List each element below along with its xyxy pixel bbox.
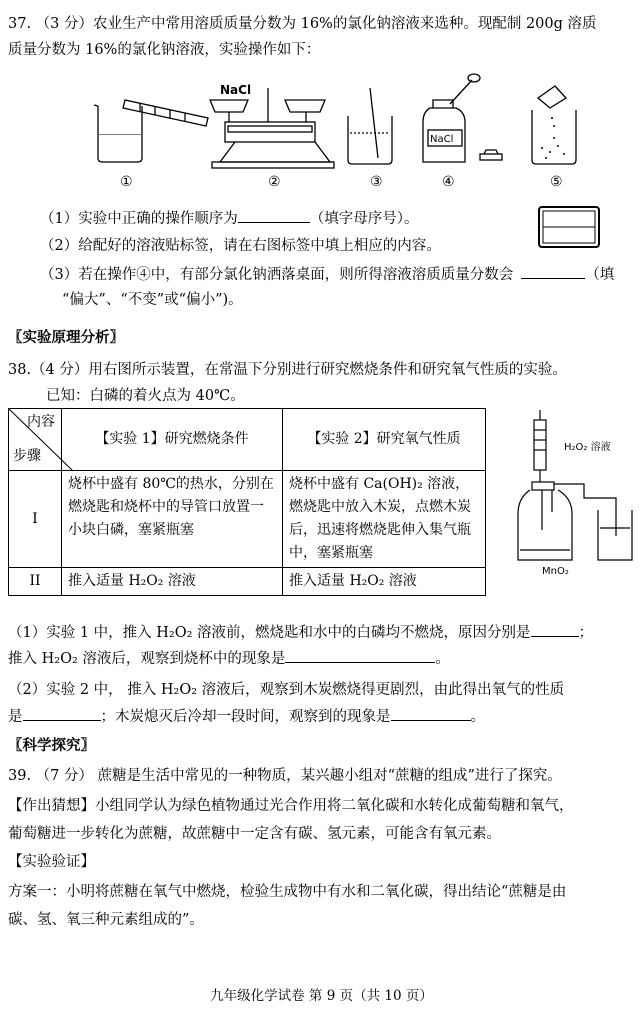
table-step-1: I [9, 471, 62, 568]
table-header-exp2: 【实验 2】研究氧气性质 [283, 409, 486, 471]
q37-sub1: （1）实验中正确的操作顺序为 （填字母序号）。 [40, 208, 418, 229]
section-title-inquiry: 〖科学探究〗 [8, 737, 95, 754]
page-footer: 九年级化学试卷 第 9 页（共 10 页） [210, 988, 433, 1004]
table-cell: 烧杯中盛有 Ca(OH)₂ 溶液，燃烧匙中放入木炭，点燃木炭后，迅速将燃烧匙伸入集气瓶中，塞紧瓶塞 [283, 471, 486, 568]
q39-line-1: 39. （7 分） 蔗糖是生活中常见的一种物质，某兴趣小组对“蔗糖的组成”进行了探究。 [8, 768, 562, 784]
table-step-2: II [9, 568, 62, 596]
fig-label-3: ③ [370, 174, 383, 190]
fig-nacl-bottle: NaCl [430, 134, 454, 145]
fig-nacl-top: NaCl [220, 83, 252, 97]
fig-label-1: ① [120, 174, 133, 190]
answer-blank[interactable] [521, 264, 585, 279]
q39-plan1-1: 方案一：小明将蔗糖在氧气中燃烧，检验生成物中有水和二氧化碳，得出结论“蔗糖是由 [8, 884, 567, 900]
table-corner: 内容 步骤 [9, 409, 62, 471]
q38-sub1: （1）实验 1 中，推入 H₂O₂ 溶液前，燃烧匙和水中的白磷均不燃烧，原因分别是 ； [8, 622, 593, 643]
label-box [538, 206, 600, 248]
fig-mno2-label: MnO₂ [542, 566, 569, 577]
answer-blank[interactable] [285, 648, 435, 663]
answer-blank[interactable] [238, 208, 310, 223]
table-cell: 推入适量 H₂O₂ 溶液 [283, 568, 486, 596]
q37-sub3-cont: “偏大”、“不变”或“偏小”)。 [62, 292, 243, 308]
q38-apparatus [512, 410, 637, 580]
answer-blank[interactable] [531, 622, 579, 637]
table-cell: 推入适量 H₂O₂ 溶液 [62, 568, 283, 596]
fig-label-4: ④ [442, 174, 455, 190]
fig-label-2: ② [268, 174, 281, 190]
table-cell: 烧杯中盛有 80℃的热水，分别在燃烧匙和烧杯中的导管口放置一小块白磷，塞紧瓶塞 [62, 471, 283, 568]
q38-sub2: （2）实验 2 中， 推入 H₂O₂ 溶液后，观察到木炭燃烧得更剧烈，由此得出氧气的性质 [8, 682, 565, 698]
q37-line-1: 37. （3 分）农业生产中常用溶质质量分数为 16%的氯化钠溶液来选种。现配制 200g 溶质 [8, 16, 597, 32]
q39-guess-1: 【作出猜想】小组同学认为绿色植物通过光合作用将二氧化碳和水转化成葡萄糖和氧气， [8, 798, 574, 814]
answer-blank[interactable] [23, 706, 101, 721]
q37-sub3: （3）若在操作④中，有部分氯化钠洒落桌面，则所得溶液溶质质量分数会 （填 [40, 264, 614, 285]
q39-plan1-2: 碳、氢、氧三种元素组成的”。 [8, 912, 204, 928]
section-title-principle: 〖实验原理分析〗 [8, 329, 124, 346]
q38-sub2-cont: 是 ；木炭熄灭后冷却一段时间，观察到的现象是 。 [8, 706, 485, 727]
q39-verify: 【实验验证】 [8, 854, 95, 870]
q38-line-2: 已知：白磷的着火点为 40℃。 [46, 388, 245, 404]
fig-h2o2-label: H₂O₂ 溶液 [564, 442, 611, 453]
q37-figure [80, 78, 580, 193]
fig-label-5: ⑤ [550, 174, 563, 190]
q38-line-1: 38.（4 分）用右图所示装置，在常温下分别进行研究燃烧条件和研究氧气性质的实验。 [8, 362, 567, 378]
q37-line-2: 质量分数为 16%的氯化钠溶液，实验操作如下： [8, 42, 321, 58]
q38-sub1-cont: 推入 H₂O₂ 溶液后，观察到烧杯中的现象是 。 [8, 648, 450, 669]
table-header-exp1: 【实验 1】研究燃烧条件 [62, 409, 283, 471]
answer-blank[interactable] [391, 706, 471, 721]
experiment-table [8, 408, 486, 596]
q39-guess-2: 葡萄糖进一步转化为蔗糖，故蔗糖中一定含有碳、氢元素，可能含有氧元素。 [8, 826, 501, 842]
q37-sub2: （2）给配好的溶液贴标签，请在右图标签中填上相应的内容。 [40, 238, 441, 254]
